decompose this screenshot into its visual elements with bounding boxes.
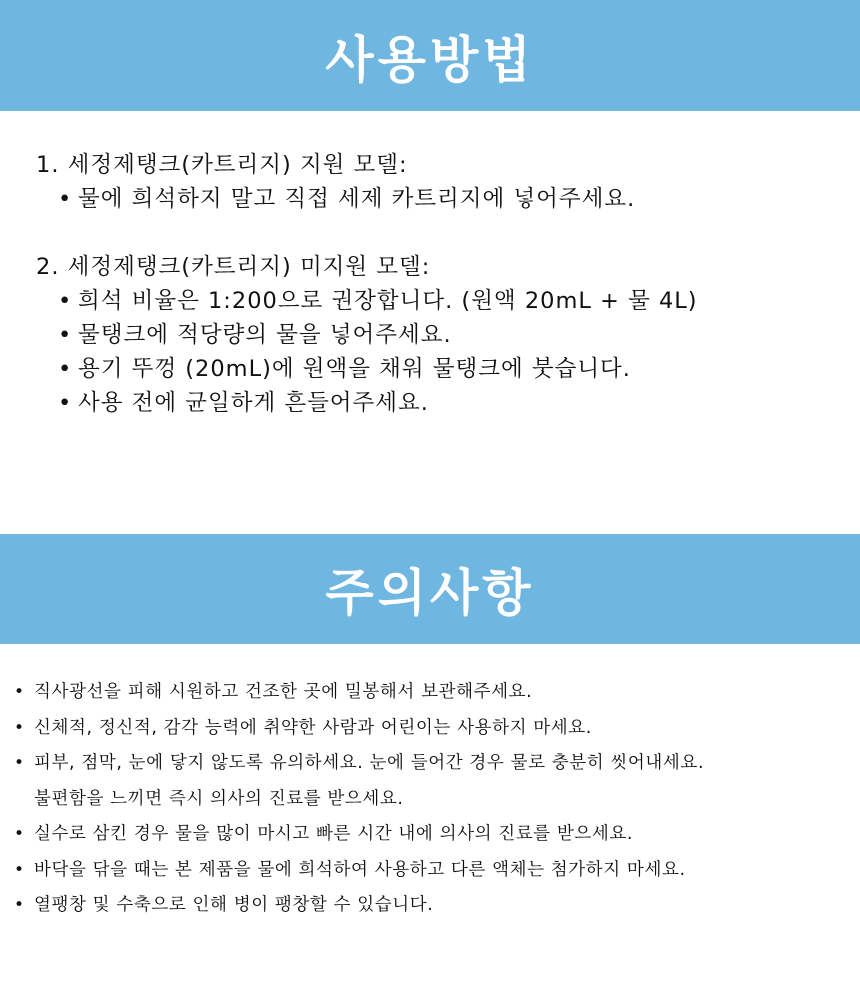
list-item <box>12 853 858 889</box>
bullet-icon: • <box>58 288 73 314</box>
list-item <box>56 386 846 420</box>
bullet-icon: • <box>58 322 73 348</box>
bullet-icon: • <box>14 895 25 915</box>
list-item-text: 열팽창 및 수축으로 인해 병이 팽창할 수 있습니다. <box>34 895 434 915</box>
bullet-icon: • <box>58 356 73 382</box>
list-item <box>12 888 858 924</box>
list-item <box>56 284 846 318</box>
caution-list <box>12 675 858 924</box>
usage-instructions <box>36 148 846 420</box>
list-item <box>12 675 858 711</box>
list-item-text: 신체적, 정신적, 감각 능력에 취약한 사람과 어린이는 사용하지 마세요. <box>34 717 592 738</box>
section-heading: 1. 세정제탱크(카트리지) 지원 모델: <box>36 152 408 178</box>
list-item-text: 물탱크에 적당량의 물을 넣어주세요. <box>78 322 452 348</box>
section-spacer <box>36 216 846 250</box>
list-item-text: 사용 전에 균일하게 흔들어주세요. <box>78 390 429 416</box>
usage-section-1 <box>36 148 846 216</box>
bullet-icon: • <box>14 717 25 738</box>
bullet-icon: • <box>14 824 25 844</box>
caution-banner <box>0 534 860 644</box>
caution-title: 주의사항 <box>325 564 535 622</box>
bullet-icon: • <box>14 682 25 702</box>
list-item <box>12 711 858 747</box>
list-item <box>56 318 846 352</box>
list-item-text: 희석 비율은 1:200으로 권장합니다. (원액 20mL + 물 4L) <box>78 288 698 314</box>
list-item-text: 피부, 점막, 눈에 닿지 않도록 유의하세요. 눈에 들어간 경우 물로 충분히 씻어내세요. <box>34 753 705 773</box>
bullet-icon: • <box>58 186 73 212</box>
section-list <box>36 284 846 420</box>
bullet-icon: • <box>14 753 25 773</box>
list-item-text: 물에 희석하지 말고 직접 세제 카트리지에 넣어주세요. <box>78 186 636 212</box>
list-item <box>56 182 846 216</box>
list-item <box>56 352 846 386</box>
list-item-text: 바닥을 닦을 때는 본 제품을 물에 희석하여 사용하고 다른 액체는 첨가하지 마세요. <box>34 859 686 880</box>
bullet-icon: • <box>14 859 25 880</box>
section-list <box>36 182 846 216</box>
bullet-icon: • <box>58 390 73 416</box>
caution-notes <box>12 675 858 924</box>
usage-banner <box>0 0 860 111</box>
section-heading: 2. 세정제탱크(카트리지) 미지원 모델: <box>36 254 431 280</box>
usage-title: 사용방법 <box>325 30 535 89</box>
list-item <box>12 746 858 817</box>
list-item-continuation: 불편함을 느끼면 즉시 의사의 진료를 받으세요. <box>34 788 404 809</box>
usage-section-2 <box>36 250 846 420</box>
list-item-text: 용기 뚜껑 (20mL)에 원액을 채워 물탱크에 붓습니다. <box>78 356 631 382</box>
list-item-text: 실수로 삼킨 경우 물을 많이 마시고 빠른 시간 내에 의사의 진료를 받으세요. <box>34 824 634 844</box>
list-item-text: 직사광선을 피해 시원하고 건조한 곳에 밀봉해서 보관해주세요. <box>34 682 533 702</box>
list-item <box>12 817 858 853</box>
